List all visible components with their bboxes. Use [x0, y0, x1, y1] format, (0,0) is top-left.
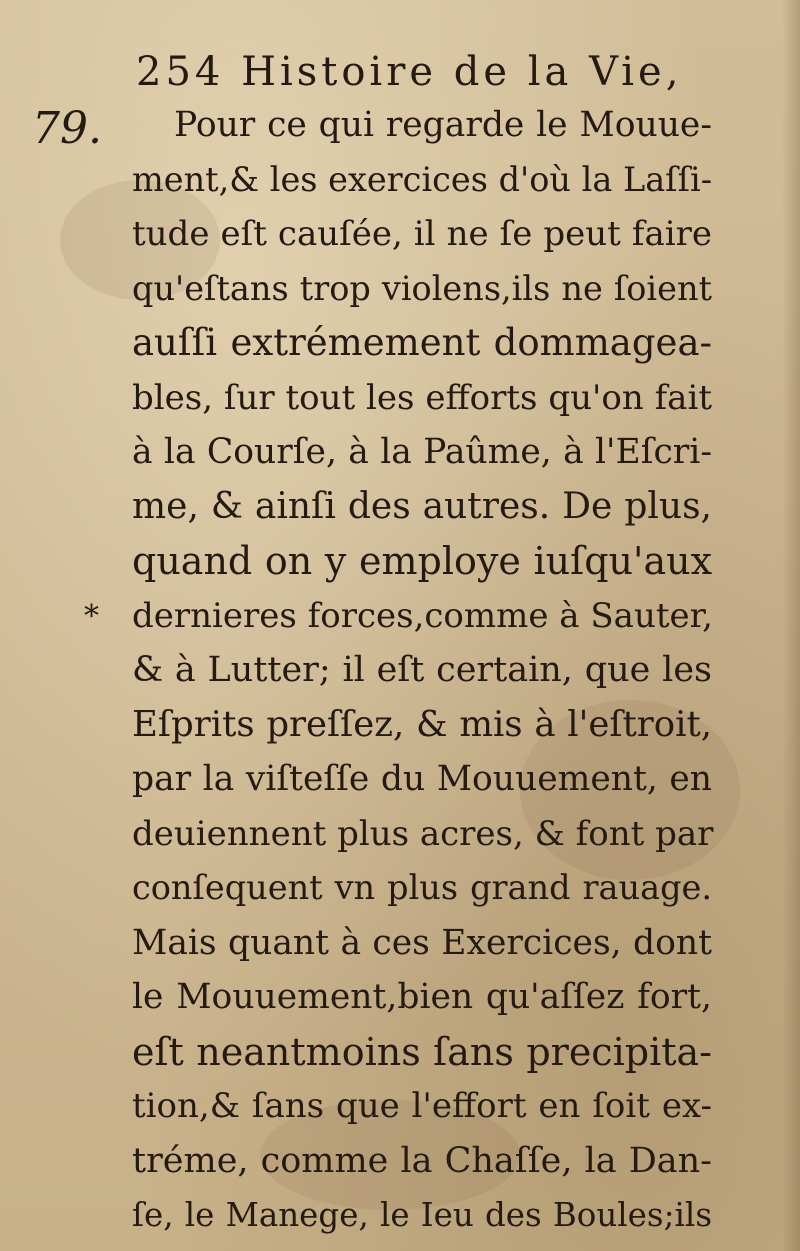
text-line: dernieres forces,comme à Sauter,	[132, 595, 713, 636]
text-line: me, & ainſi des autres. De plus,	[132, 485, 712, 527]
text-line: qu'eſtans trop violens,ils ne ſoient	[132, 268, 712, 308]
text-line: Pour ce qui regarde le Mouue-	[174, 105, 712, 145]
text-line: tion,& ſans que l'effort en ſoit ex-	[132, 1086, 712, 1126]
text-line: conſequent vn plus grand rauage.	[132, 868, 712, 907]
marginal-mark: *	[84, 599, 99, 634]
text-line: deuiennent plus acres, & font par	[132, 813, 714, 854]
text-line: tude eſt cauſée, il ne ſe peut faire	[132, 214, 712, 254]
text-line: quand on y employe iuſqu'aux	[132, 539, 712, 583]
text-line: tréme, comme la Chaſſe, la Dan-	[132, 1140, 712, 1181]
body-text	[132, 98, 712, 1243]
text-line: eſt neantmoins ſans precipita-	[132, 1029, 712, 1074]
text-line: Mais quant à ces Exercices, dont	[132, 922, 712, 963]
text-line: le Mouuement,bien qu'aſſez fort,	[132, 977, 712, 1017]
text-line: par la viſteſſe du Mouuement, en	[132, 759, 712, 799]
text-line: à la Courſe, à la Paûme, à l'Eſcri-	[132, 432, 712, 472]
page-edge-shadow	[782, 0, 800, 1251]
text-line: ſe, le Manege, le Ieu des Boules;ils	[132, 1196, 712, 1234]
marginal-number: 79.	[32, 103, 102, 154]
text-line: ment,& les exercices d'où la Laſſi-	[132, 159, 713, 199]
running-head: 254 Histoire de la Vie,	[136, 49, 683, 95]
text-line: auſſi extrémement dommagea-	[132, 321, 712, 364]
text-line: & à Lutter; il eſt certain, que les	[132, 650, 712, 690]
text-line: bles, ſur tout les efforts qu'on fait	[132, 377, 712, 418]
text-line: Eſprits preſſez, & mis à l'eſtroit,	[132, 703, 712, 745]
